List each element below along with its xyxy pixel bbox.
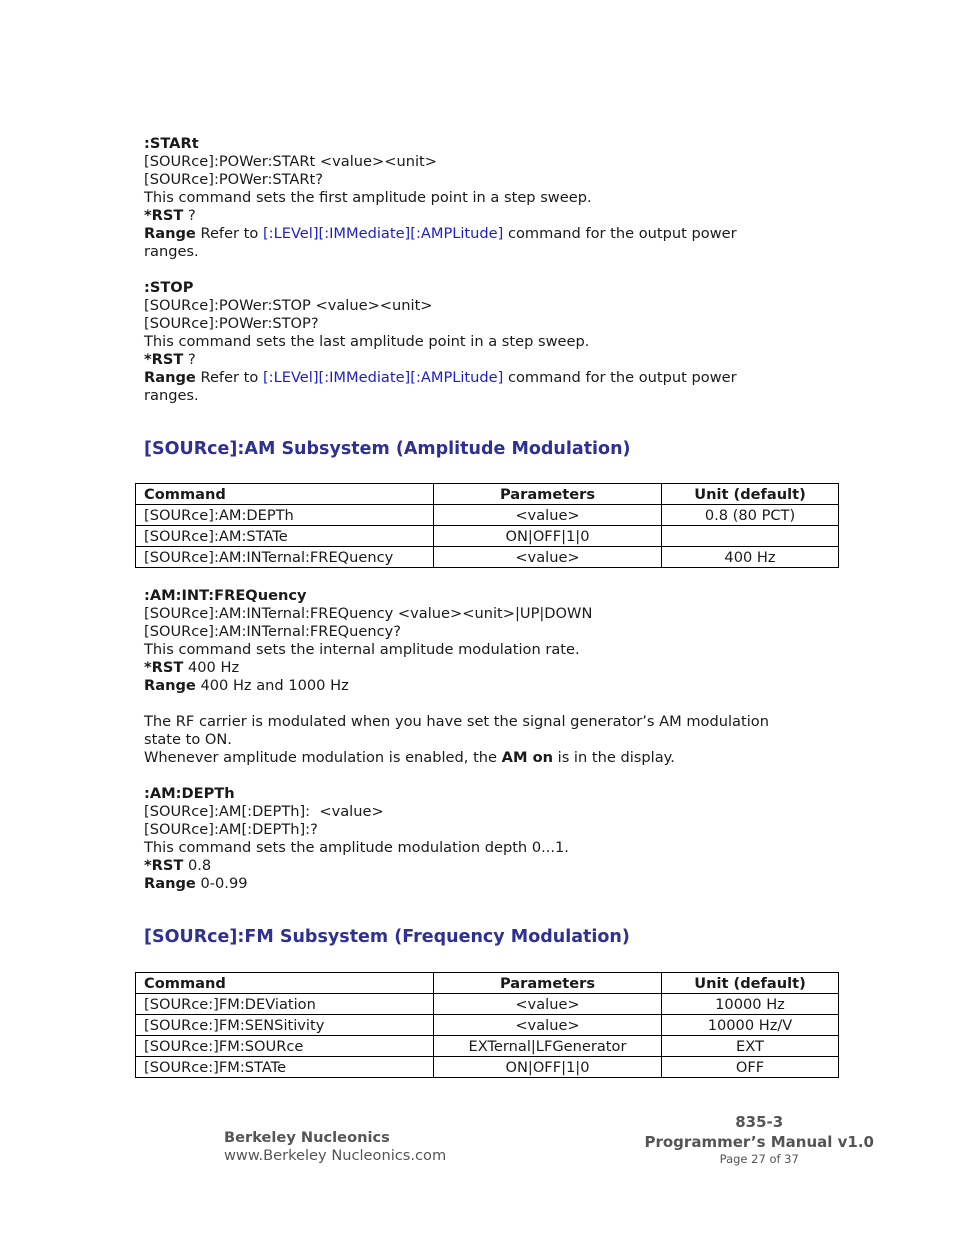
range-text: Refer to — [195, 369, 263, 386]
table-cell: [SOURce:]FM:STATe — [136, 1057, 434, 1078]
table-row — [136, 547, 839, 568]
table-cell: <value> — [434, 505, 662, 526]
table-cell: EXTernal|LFGenerator — [434, 1036, 662, 1057]
table-cell: ON|OFF|1|0 — [434, 526, 662, 547]
table-cell: 10000 Hz — [662, 994, 839, 1015]
range-label: Range — [144, 677, 196, 694]
table-row — [136, 505, 839, 526]
amplitude-command-link[interactable]: [:LEVel][:IMMediate][:AMPLitude] — [262, 369, 504, 386]
range-text-post: command for the output power — [503, 225, 737, 242]
page-content — [144, 135, 844, 460]
manual-title: Programmer’s Manual v1.0 — [644, 1133, 874, 1151]
column-header: Parameters — [434, 973, 662, 994]
table-row — [136, 994, 839, 1015]
table-cell: 10000 Hz/V — [662, 1015, 839, 1036]
model-number: 835-3 — [735, 1113, 784, 1131]
column-header: Parameters — [434, 484, 662, 505]
stop-rst — [144, 351, 844, 369]
am-depth-cmd-set: [SOURce]:AM[:DEPTh]: <value> — [144, 803, 384, 820]
am-intfreq-range — [144, 677, 844, 695]
stop-range — [144, 369, 844, 387]
table-cell: <value> — [434, 547, 662, 568]
amplitude-command-link[interactable]: [:LEVel][:IMMediate][:AMPLitude] — [262, 225, 504, 242]
stop-title: :STOP — [144, 279, 194, 296]
table-cell: 0.8 (80 PCT) — [662, 505, 839, 526]
rst-value: 400 Hz — [183, 659, 240, 676]
range-label: Range — [144, 369, 196, 386]
am-subsystem-heading: [SOURce]:AM Subsystem (Amplitude Modulation) — [144, 439, 631, 459]
rst-label: *RST — [144, 659, 184, 676]
range-value: 0-0.99 — [195, 875, 248, 892]
text: Whenever amplitude modulation is enabled, the — [144, 749, 502, 766]
stop-cmd-query: [SOURce]:POWer:STOP? — [144, 315, 319, 332]
footer-company — [224, 1129, 446, 1165]
start-cmd-set: [SOURce]:POWer:STARt <value><unit> — [144, 153, 437, 170]
table-row — [136, 1036, 839, 1057]
rst-value: ? — [183, 351, 196, 368]
column-header: Command — [136, 484, 434, 505]
table-header-row — [136, 484, 839, 505]
stop-cmd-set: [SOURce]:POWer:STOP <value><unit> — [144, 297, 433, 314]
table-cell: OFF — [662, 1057, 839, 1078]
table-cell: EXT — [662, 1036, 839, 1057]
range-label: Range — [144, 875, 196, 892]
am-paragraph-line1: The RF carrier is modulated when you have set the signal generator’s AM modulation — [144, 713, 769, 730]
stop-range-cont: ranges. — [144, 387, 199, 404]
table-cell: [SOURce:]FM:SENSitivity — [136, 1015, 434, 1036]
table-cell: [SOURce]:AM:INTernal:FREQuency — [136, 547, 434, 568]
am-depth-rst — [144, 857, 844, 875]
am-paragraph-line2: state to ON. — [144, 731, 232, 748]
column-header: Command — [136, 973, 434, 994]
am-depth-description: This command sets the amplitude modulation depth 0...1. — [144, 839, 569, 856]
range-value: 400 Hz and 1000 Hz — [195, 677, 349, 694]
company-name: Berkeley Nucleonics — [224, 1129, 390, 1146]
am-intfreq-title: :AM:INT:FREQuency — [144, 587, 307, 604]
am-paragraph-display — [144, 749, 844, 767]
table-header-row — [136, 973, 839, 994]
table-cell: [SOURce]:AM:DEPTh — [136, 505, 434, 526]
am-on-indicator-text: AM on — [501, 749, 553, 766]
am-intfreq-cmd-query: [SOURce]:AM:INTernal:FREQuency? — [144, 623, 402, 640]
table-row — [136, 1015, 839, 1036]
start-cmd-query: [SOURce]:POWer:STARt? — [144, 171, 324, 188]
am-depth-range — [144, 875, 844, 893]
table-cell: <value> — [434, 994, 662, 1015]
rst-label: *RST — [144, 207, 184, 224]
am-intfreq-description: This command sets the internal amplitude modulation rate. — [144, 641, 580, 658]
range-label: Range — [144, 225, 196, 242]
rst-value: ? — [183, 207, 196, 224]
am-intfreq-rst — [144, 659, 844, 677]
am-command-table — [135, 483, 839, 568]
range-text-post: command for the output power — [503, 369, 737, 386]
table-row — [136, 526, 839, 547]
start-title: :STARt — [144, 135, 199, 152]
am-depth-title: :AM:DEPTh — [144, 785, 235, 802]
table-cell: [SOURce:]FM:DEViation — [136, 994, 434, 1015]
table-cell: [SOURce]:AM:STATe — [136, 526, 434, 547]
start-range-cont: ranges. — [144, 243, 199, 260]
rst-label: *RST — [144, 351, 184, 368]
range-text: Refer to — [195, 225, 263, 242]
column-header: Unit (default) — [662, 484, 839, 505]
table-cell: ON|OFF|1|0 — [434, 1057, 662, 1078]
start-rst — [144, 207, 844, 225]
start-description: This command sets the first amplitude point in a step sweep. — [144, 189, 592, 206]
rst-value: 0.8 — [183, 857, 212, 874]
column-header: Unit (default) — [662, 973, 839, 994]
stop-description: This command sets the last amplitude point in a step sweep. — [144, 333, 590, 350]
rst-label: *RST — [144, 857, 184, 874]
footer-manual-info — [644, 1112, 874, 1167]
table-cell: 400 Hz — [662, 547, 839, 568]
fm-command-table — [135, 972, 839, 1078]
company-website: www.Berkeley Nucleonics.com — [224, 1147, 447, 1164]
am-intfreq-cmd-set: [SOURce]:AM:INTernal:FREQuency <value><unit>|UP|DOWN — [144, 605, 593, 622]
page-number: Page 27 of 37 — [719, 1152, 799, 1166]
am-details — [144, 587, 844, 948]
table-cell — [662, 526, 839, 547]
table-row — [136, 1057, 839, 1078]
fm-subsystem-heading: [SOURce]:FM Subsystem (Frequency Modulation) — [144, 927, 630, 947]
table-cell: [SOURce:]FM:SOURce — [136, 1036, 434, 1057]
table-cell: <value> — [434, 1015, 662, 1036]
am-depth-cmd-query: [SOURce]:AM[:DEPTh]:? — [144, 821, 318, 838]
start-range — [144, 225, 844, 243]
text: is in the display. — [553, 749, 675, 766]
